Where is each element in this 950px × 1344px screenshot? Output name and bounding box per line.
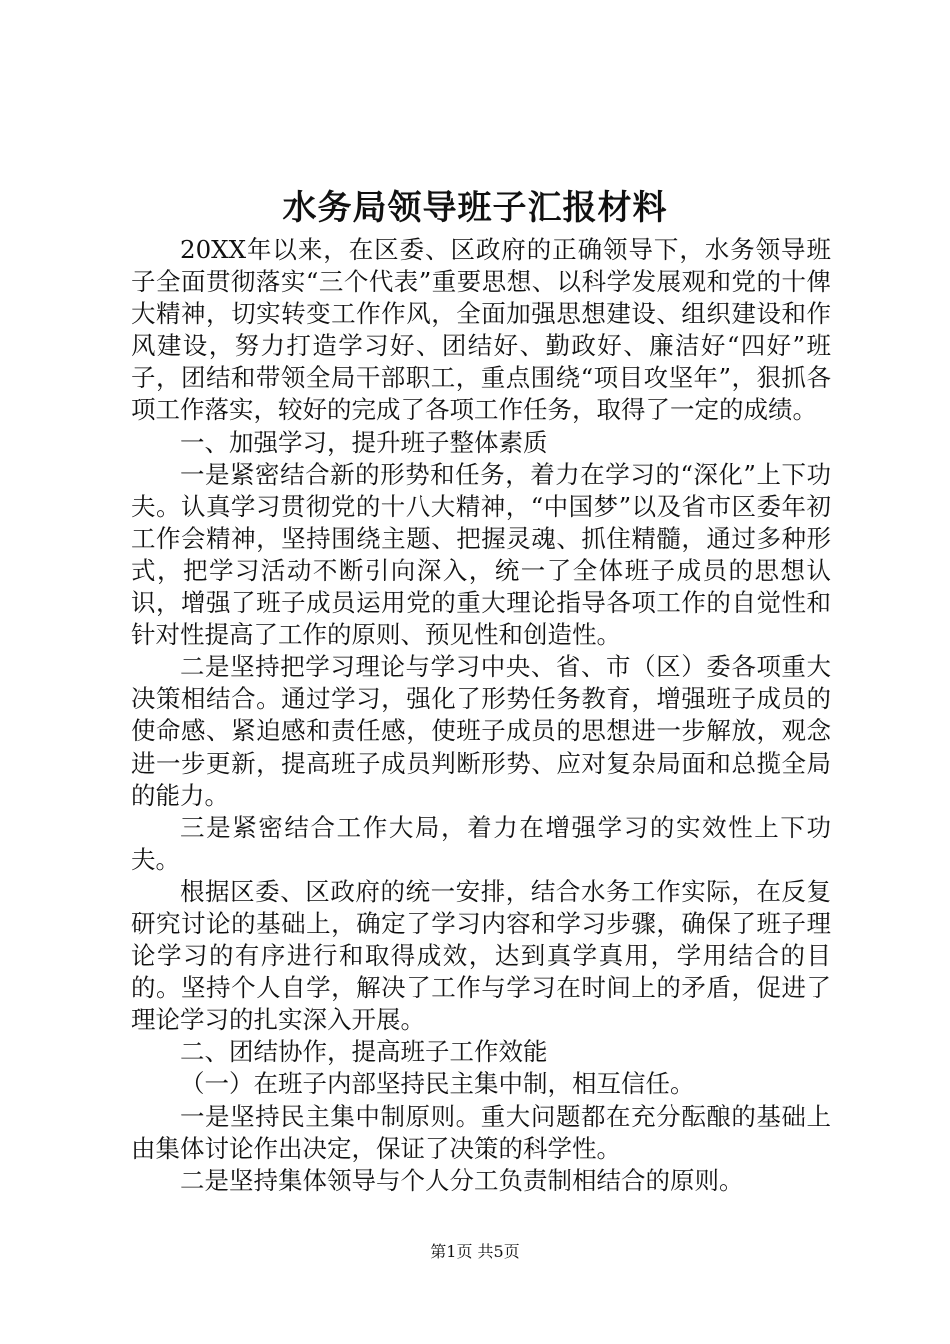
paragraph: 一是紧密结合新的形势和任务，着力在学习的“深化”上下功夫。认真学习贯彻党的十八大精神，“中国梦”以及省市区委年初工作会精神，坚持围绕主题、把握灵魂、抓住精髓，通过多种形式，把学习活动不断引向深入，统一了全体班子成员的思想认识，增强了班子成员运用党的重大理论指导各项工作的自觉性和针对性提高了工作的原则、预见性和创造性。	[131, 459, 831, 650]
paragraph: 一是坚持民主集中制原则。重大问题都在充分酝酿的基础上由集体讨论作出决定，保证了决策的科学性。	[131, 1101, 831, 1163]
section-heading-2: 二、团结协作，提高班子工作效能	[180, 1037, 548, 1067]
paragraph: 三是紧密结合工作大局，着力在增强学习的实效性上下功夫。	[131, 812, 831, 874]
section-heading-1: 一、加强学习，提升班子整体素质	[180, 427, 548, 457]
paragraph-intro: 20XX年以来，在区委、区政府的正确领导下，水务领导班子全面贯彻落实“三个代表”重要思想、以科学发展观和党的十俾大精神，切实转变工作作风，全面加强思想建设、组织建设和作风建设，努力打造学习好、团结好、勤政好、廉洁好“四好”班子，团结和带领全局干部职工，重点围绕“项目攻坚年”，狠抓各项工作落实，较好的完成了各项工作任务，取得了一定的成绩。	[131, 235, 831, 425]
paragraph: 二是坚持把学习理论与学习中央、省、市（区）委各项重大决策相结合。通过学习，强化了形势任务教育，增强班子成员的使命感、紧迫感和责任感，使班子成员的思想进一步解放，观念进一步更新，提高班子成员判断形势、应对复杂局面和总揽全局的能力。	[131, 652, 831, 810]
document-title: 水务局领导班子汇报材料	[282, 188, 668, 228]
subsection-heading: （一）在班子内部坚持民主集中制，相互信任。	[180, 1069, 695, 1099]
paragraph: 二是坚持集体领导与个人分工负责制相结合的原则。	[180, 1165, 744, 1195]
page-footer: 第1页 共5页	[430, 1242, 520, 1261]
document-body	[131, 234, 831, 1197]
paragraph: 根据区委、区政府的统一安排，结合水务工作实际，在反复研究讨论的基础上，确定了学习内容和学习步骤，确保了班子理论学习的有序进行和取得成效，达到真学真用，学用结合的目的。坚持个人自学，解决了工作与学习在时间上的矛盾，促进了理论学习的扎实深入开展。	[131, 876, 831, 1035]
